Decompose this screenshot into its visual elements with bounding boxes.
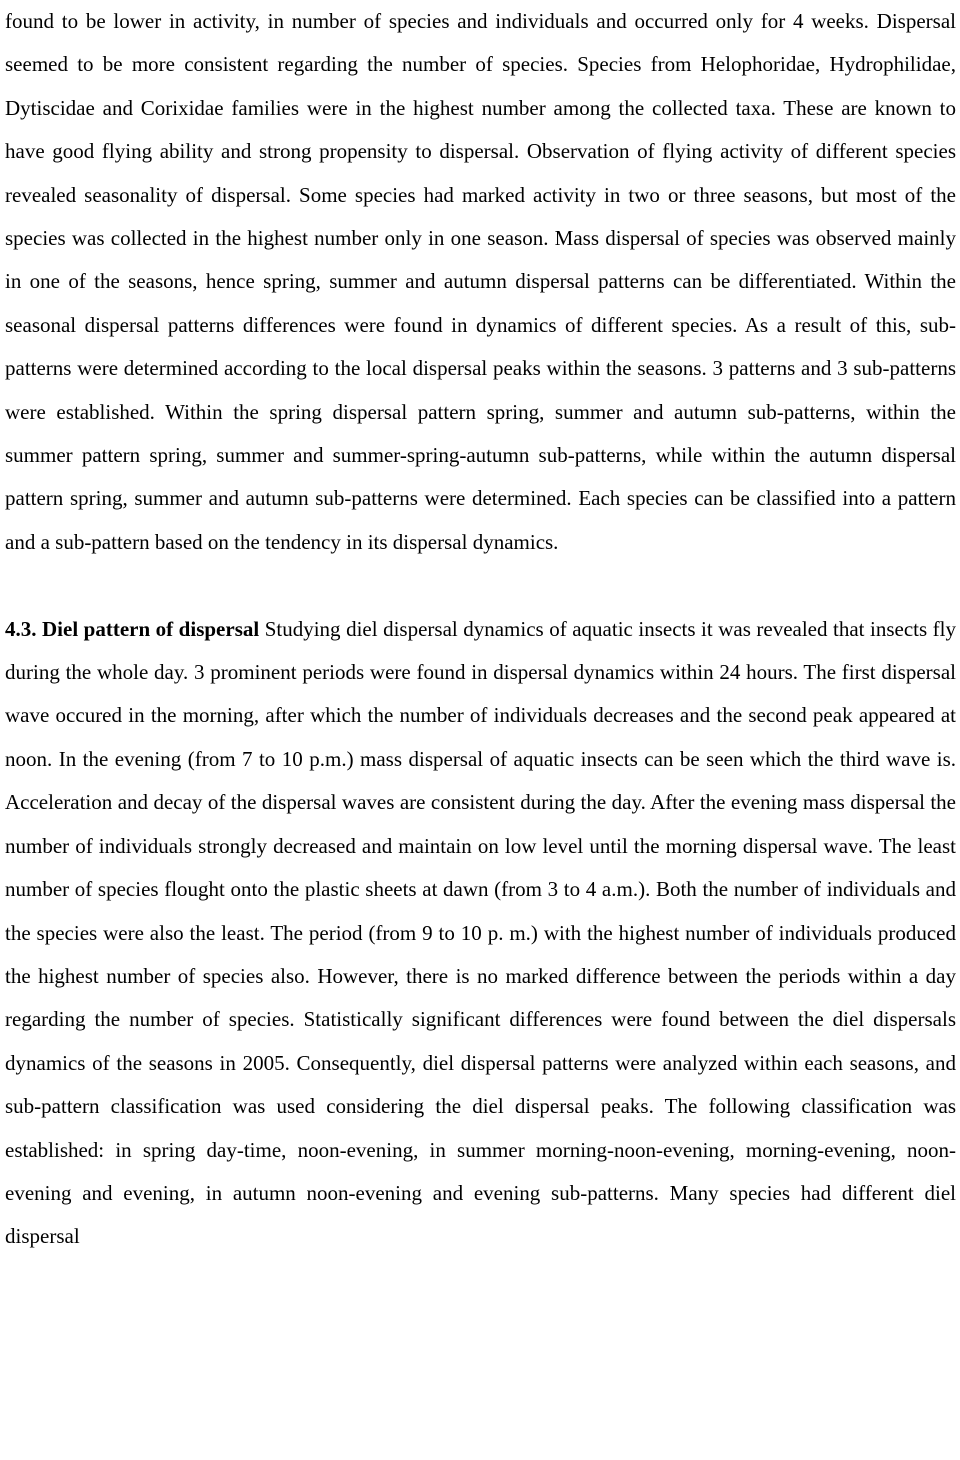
section-body-text: Studying diel dispersal dynamics of aquatic insects it was revealed that insects fly during the whole day. 3 prominent periods were found in dispersal dynamics within 24 hours. The first dispersal wave occured in the morning, after which the number of individuals decreases and the second peak appeared at noon. In the evening (from 7 to 10 p.m.) mass dispersal of aquatic insects can be seen which the third wave is. Acceleration and decay of the dispersal waves are consistent during the day. After the evening mass dispersal the number of individuals strongly decreased and maintain on low level until the morning dispersal wave. The least number of species flought onto the plastic sheets at dawn (from 3 to 4 a.m.). Both the number of individuals and the species were also the least. The period (from 9 to 10 p. m.) with the highest number of individuals produced the highest number of species also. However, there is no marked difference between the periods within a day regarding the number of species. Statistically significant differences were found between the diel dispersals dynamics of the seasons in 2005. Consequently, diel dispersal patterns were analyzed within each seasons, and sub-pattern classification was used considering the diel dispersal peaks. The following classification was established: in spring day-time, noon-evening, in summer morning-noon-evening, morning-evening, noon-evening and evening, in autumn noon-evening and evening sub-patterns. Many species had different diel dispersal [5, 616, 956, 1249]
section-title: Diel pattern of dispersal [42, 616, 260, 641]
section-heading [5, 617, 259, 641]
section-4-3-paragraph [5, 608, 956, 1259]
section-number: 4.3. [5, 616, 37, 641]
body-paragraph-seasonal-dispersal: found to be lower in activity, in number of species and individuals and occurred only for 4 weeks. Dispersal seemed to be more consistent regarding the number of species. Species from Helophoridae, Hydrophilidae, Dytiscidae and Corixidae families were in the highest number among the collected taxa. These are known to have good flying ability and strong propensity to dispersal. Observation of flying activity of different species revealed seasonality of dispersal. Some species had marked activity in two or three seasons, but most of the species was collected in the highest number only in one season. Mass dispersal of species was observed mainly in one of the seasons, hence spring, summer and autumn dispersal patterns can be differentiated. Within the seasonal dispersal patterns differences were found in dynamics of different species. As a result of this, sub-patterns were determined according to the local dispersal peaks within the seasons. 3 patterns and 3 sub-patterns were established. Within the spring dispersal pattern spring, summer and autumn sub-patterns, within the summer pattern spring, summer and summer-spring-autumn sub-patterns, while within the autumn dispersal pattern spring, summer and autumn sub-patterns were determined. Each species can be classified into a pattern and a sub-pattern based on the tendency in its dispersal dynamics. [5, 9, 956, 554]
paragraph-spacer [5, 564, 956, 607]
